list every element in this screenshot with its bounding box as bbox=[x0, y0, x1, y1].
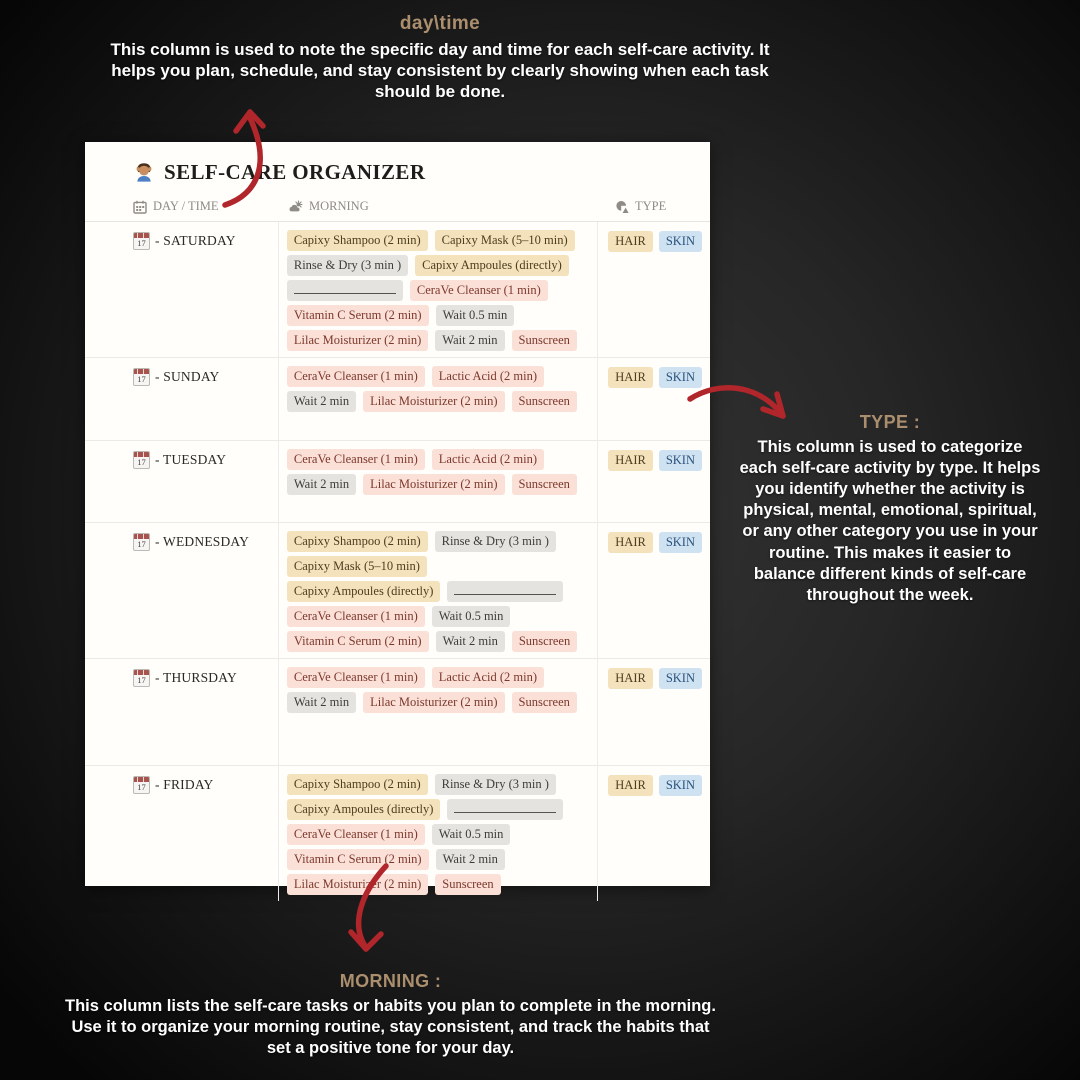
column-header-row bbox=[85, 192, 710, 222]
tag-line bbox=[287, 255, 593, 280]
type-tag[interactable]: SKIN bbox=[659, 231, 702, 252]
activity-tag[interactable]: Lactic Acid (2 min) bbox=[432, 667, 544, 688]
type-tag[interactable]: HAIR bbox=[608, 532, 653, 553]
day-label: - FRIDAY bbox=[155, 777, 214, 792]
column-header-label: DAY / TIME bbox=[153, 199, 219, 213]
activity-tag[interactable] bbox=[287, 280, 403, 301]
activity-tag[interactable]: CeraVe Cleanser (1 min) bbox=[287, 606, 425, 627]
activity-tag[interactable]: Capixy Shampoo (2 min) bbox=[287, 531, 428, 552]
morning-cell bbox=[279, 659, 598, 765]
activity-tag[interactable] bbox=[447, 799, 563, 820]
tag-line bbox=[287, 667, 593, 692]
annotation-type bbox=[737, 412, 1043, 606]
activity-tag[interactable]: Wait 2 min bbox=[435, 330, 504, 351]
calendar-emoji-day-number: 17 bbox=[137, 457, 146, 467]
activity-tag[interactable]: CeraVe Cleanser (1 min) bbox=[287, 667, 425, 688]
day-label: - TUESDAY bbox=[155, 452, 227, 467]
activity-tag[interactable]: Capixy Shampoo (2 min) bbox=[287, 230, 428, 251]
annotation-morning-heading: MORNING : bbox=[339, 971, 442, 991]
calendar-emoji bbox=[133, 776, 150, 794]
tag-line bbox=[287, 631, 593, 656]
annotation-type-heading: TYPE : bbox=[859, 412, 921, 432]
tag-line bbox=[287, 531, 593, 556]
activity-tag[interactable]: Sunscreen bbox=[435, 874, 500, 895]
page-title: SELF-CARE ORGANIZER bbox=[164, 159, 426, 184]
activity-tag[interactable]: Lilac Moisturizer (2 min) bbox=[363, 474, 504, 495]
type-tag[interactable]: HAIR bbox=[608, 668, 653, 689]
tag-line bbox=[287, 849, 593, 874]
calendar-emoji bbox=[133, 451, 150, 469]
table-row bbox=[85, 358, 710, 441]
fill-in-blank-line bbox=[454, 583, 556, 595]
morning-cell bbox=[279, 358, 598, 440]
type-cell bbox=[598, 358, 710, 440]
calendar-emoji-day-number: 17 bbox=[137, 782, 146, 792]
tag-line bbox=[287, 874, 593, 899]
tag-line bbox=[287, 556, 593, 581]
type-tag[interactable]: SKIN bbox=[659, 668, 702, 689]
activity-tag[interactable]: Wait 2 min bbox=[287, 692, 356, 713]
calendar-emoji bbox=[133, 368, 150, 386]
type-tag[interactable]: HAIR bbox=[608, 367, 653, 388]
type-tag[interactable]: SKIN bbox=[659, 532, 702, 553]
type-cell bbox=[598, 659, 710, 765]
person-massage-icon bbox=[133, 161, 155, 183]
column-header-label: TYPE bbox=[635, 199, 667, 213]
activity-tag[interactable]: CeraVe Cleanser (1 min) bbox=[287, 824, 425, 845]
tag-line bbox=[287, 799, 593, 824]
calendar-emoji-day-number: 17 bbox=[137, 539, 146, 549]
activity-tag[interactable]: Wait 2 min bbox=[436, 631, 505, 652]
morning-cell bbox=[279, 523, 598, 658]
tag-line bbox=[287, 692, 593, 717]
activity-tag[interactable]: Sunscreen bbox=[512, 474, 577, 495]
page-title-row bbox=[85, 142, 710, 192]
type-cell bbox=[598, 222, 710, 357]
table-rows bbox=[85, 222, 710, 901]
activity-tag[interactable]: Lilac Moisturizer (2 min) bbox=[287, 330, 428, 351]
morning-cell bbox=[279, 222, 598, 357]
activity-tag[interactable]: Wait 2 min bbox=[287, 474, 356, 495]
activity-tag[interactable]: Sunscreen bbox=[512, 631, 577, 652]
activity-tag[interactable]: Wait 0.5 min bbox=[436, 305, 515, 326]
day-cell[interactable] bbox=[85, 523, 279, 658]
tag-line bbox=[287, 330, 593, 355]
fill-in-blank-line bbox=[294, 282, 396, 294]
activity-tag[interactable]: CeraVe Cleanser (1 min) bbox=[410, 280, 548, 301]
annotation-morning bbox=[63, 971, 718, 1058]
activity-tag[interactable]: Lactic Acid (2 min) bbox=[432, 366, 544, 387]
table-row bbox=[85, 523, 710, 659]
activity-tag[interactable]: Rinse & Dry (3 min ) bbox=[435, 531, 556, 552]
type-tag[interactable]: HAIR bbox=[608, 775, 653, 796]
shapes-icon bbox=[615, 200, 629, 214]
column-header-morning[interactable] bbox=[281, 199, 605, 214]
tag-line bbox=[287, 581, 593, 606]
tag-line bbox=[287, 391, 593, 416]
activity-tag[interactable]: Wait 2 min bbox=[436, 849, 505, 870]
activity-tag[interactable]: Lilac Moisturizer (2 min) bbox=[363, 391, 504, 412]
day-label: - WEDNESDAY bbox=[155, 534, 250, 549]
type-tag[interactable]: HAIR bbox=[608, 450, 653, 471]
day-label: - THURSDAY bbox=[155, 670, 237, 685]
column-header-day-time[interactable] bbox=[85, 199, 281, 214]
column-header-type[interactable] bbox=[605, 199, 710, 214]
type-tag[interactable]: HAIR bbox=[608, 231, 653, 252]
activity-tag[interactable]: Capixy Shampoo (2 min) bbox=[287, 774, 428, 795]
morning-cell bbox=[279, 441, 598, 522]
activity-tag[interactable]: Rinse & Dry (3 min ) bbox=[435, 774, 556, 795]
tag-line bbox=[287, 449, 593, 474]
activity-tag[interactable]: Capixy Ampoules (directly) bbox=[287, 799, 441, 820]
day-cell[interactable] bbox=[85, 358, 279, 440]
annotation-day-time-body: This column is used to note the specific day and time for each self-care activity. It helps you plan, schedule, and stay consistent by clearly showing when each task should be done. bbox=[110, 40, 770, 102]
activity-tag[interactable]: Vitamin C Serum (2 min) bbox=[287, 849, 429, 870]
table-row bbox=[85, 441, 710, 523]
table-row bbox=[85, 659, 710, 766]
activity-tag[interactable]: Lilac Moisturizer (2 min) bbox=[363, 692, 504, 713]
table-row bbox=[85, 222, 710, 358]
activity-tag[interactable]: Vitamin C Serum (2 min) bbox=[287, 631, 429, 652]
tag-line bbox=[287, 280, 593, 305]
calendar-emoji bbox=[133, 533, 150, 551]
calendar-emoji bbox=[133, 669, 150, 687]
activity-tag[interactable]: Vitamin C Serum (2 min) bbox=[287, 305, 429, 326]
morning-cell bbox=[279, 766, 598, 901]
type-tag[interactable]: SKIN bbox=[659, 775, 702, 796]
activity-tag[interactable]: Lactic Acid (2 min) bbox=[432, 449, 544, 470]
activity-tag[interactable]: Wait 0.5 min bbox=[432, 606, 511, 627]
annotation-type-body: This column is used to categorize each self-care activity by type. It helps you identify whether the activity is physical, mental, emotional, spiritual, or any other category you use in your routine. This makes it easier to balance different kinds of self-care throughout the week. bbox=[739, 438, 1041, 604]
tag-line bbox=[287, 606, 593, 631]
tag-line bbox=[287, 824, 593, 849]
activity-tag[interactable]: Capixy Ampoules (directly) bbox=[287, 581, 441, 602]
sun-cloud-icon bbox=[289, 200, 303, 214]
annotation-morning-body: This column lists the self-care tasks or habits you plan to complete in the morning. Use it to organize your morning routine, stay consistent, and track the habits that set a positive tone for your day. bbox=[65, 997, 716, 1057]
activity-tag[interactable]: Rinse & Dry (3 min ) bbox=[287, 255, 408, 276]
annotation-day-time-heading: day\time bbox=[399, 13, 481, 34]
type-tag[interactable]: SKIN bbox=[659, 367, 702, 388]
day-cell[interactable] bbox=[85, 222, 279, 357]
type-cell bbox=[598, 441, 710, 522]
annotation-day-time bbox=[90, 13, 790, 102]
calendar-emoji-day-number: 17 bbox=[137, 374, 146, 384]
notion-table-card bbox=[85, 142, 710, 891]
calendar-icon bbox=[133, 200, 147, 214]
activity-tag[interactable]: Sunscreen bbox=[512, 391, 577, 412]
tag-line bbox=[287, 774, 593, 799]
day-cell[interactable] bbox=[85, 659, 279, 765]
calendar-emoji-day-number: 17 bbox=[137, 238, 146, 248]
activity-tag[interactable]: CeraVe Cleanser (1 min) bbox=[287, 366, 425, 387]
activity-tag[interactable]: Capixy Mask (5–10 min) bbox=[287, 556, 427, 577]
type-cell bbox=[598, 523, 710, 658]
tag-line bbox=[287, 366, 593, 391]
activity-tag[interactable] bbox=[447, 581, 563, 602]
column-header-label: MORNING bbox=[309, 199, 369, 213]
tag-line bbox=[287, 230, 593, 255]
tag-line bbox=[287, 474, 593, 499]
calendar-emoji-day-number: 17 bbox=[137, 675, 146, 685]
day-cell[interactable] bbox=[85, 441, 279, 522]
activity-tag[interactable]: Capixy Mask (5–10 min) bbox=[435, 230, 575, 251]
activity-tag[interactable]: Wait 2 min bbox=[287, 391, 356, 412]
calendar-emoji bbox=[133, 232, 150, 250]
activity-tag[interactable]: Sunscreen bbox=[512, 692, 577, 713]
day-label: - SUNDAY bbox=[155, 369, 220, 384]
activity-tag[interactable]: CeraVe Cleanser (1 min) bbox=[287, 449, 425, 470]
fill-in-blank-line bbox=[454, 801, 556, 813]
day-label: - SATURDAY bbox=[155, 233, 236, 248]
day-cell[interactable] bbox=[85, 766, 279, 901]
type-tag[interactable]: SKIN bbox=[659, 450, 702, 471]
activity-tag[interactable]: Lilac Moisturizer (2 min) bbox=[287, 874, 428, 895]
type-cell bbox=[598, 766, 710, 901]
table-row bbox=[85, 766, 710, 901]
tag-line bbox=[287, 305, 593, 330]
activity-tag[interactable]: Sunscreen bbox=[512, 330, 577, 351]
activity-tag[interactable]: Capixy Ampoules (directly) bbox=[415, 255, 569, 276]
activity-tag[interactable]: Wait 0.5 min bbox=[432, 824, 511, 845]
